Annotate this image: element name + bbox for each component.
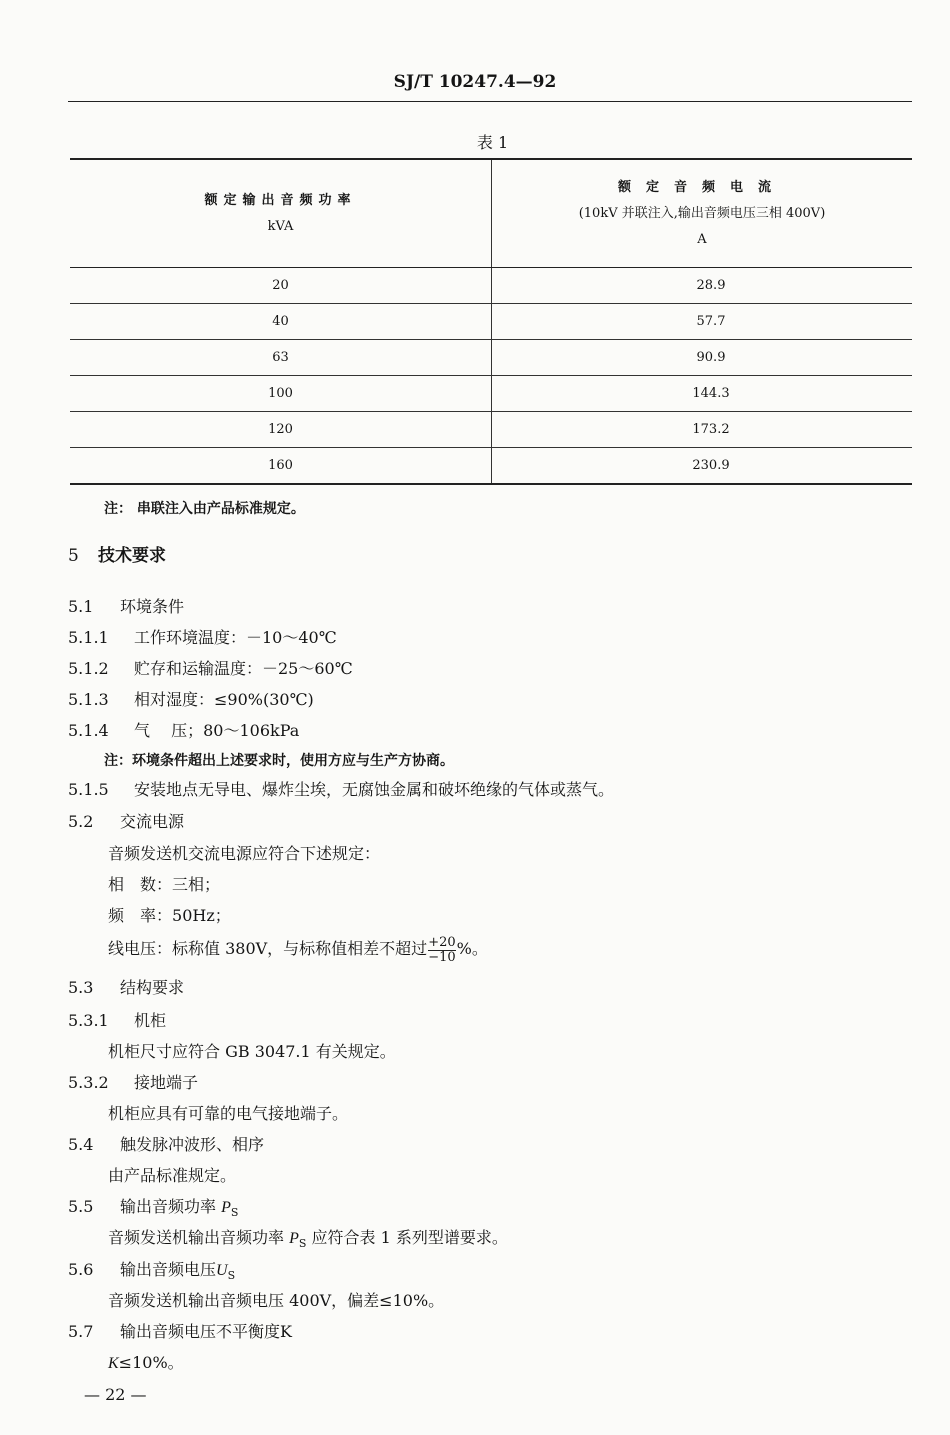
symbol-subscript: S	[230, 1206, 239, 1220]
section-number: 5	[68, 546, 79, 566]
header-power-title: 额定输出音频功率	[204, 192, 357, 208]
clause-5-1-5	[68, 779, 614, 801]
cell-current-value: 230.9	[692, 458, 730, 473]
clause-5-4	[68, 1134, 264, 1156]
clause-5-1	[68, 596, 184, 618]
symbol-subscript: S	[298, 1237, 307, 1251]
rated-current-table	[70, 158, 912, 485]
frequency-label: 频 率	[108, 906, 157, 925]
clause-number: 5.2	[68, 812, 94, 831]
clause-number: 5.1	[68, 597, 94, 616]
clause-number: 5.1.4	[68, 721, 109, 740]
clause-number: 5.3	[68, 978, 94, 997]
clause-5-1-4	[68, 720, 299, 742]
clause-5-3-2	[68, 1072, 198, 1094]
symbol: P	[289, 1230, 299, 1247]
clause-number: 5.1.2	[68, 659, 109, 678]
cell-current	[492, 448, 913, 485]
cell-power: 63	[70, 340, 492, 376]
tolerance-fraction	[428, 936, 455, 964]
header-current-title: 额定音频电流	[617, 179, 786, 195]
cell-current-value: 144.3	[692, 386, 730, 401]
voltage-unit: %。	[456, 939, 488, 958]
clause-5-3-2-body: 机柜应具有可靠的电气接地端子。	[108, 1104, 349, 1123]
clause-5-1-3	[68, 689, 314, 711]
cell-power: 100	[70, 376, 492, 412]
clause-5-2-frequency	[108, 905, 231, 927]
header-current-subtitle: (10kV 并联注入,输出音频电压三相 400V)	[578, 205, 826, 221]
page-number: — 22 —	[84, 1385, 147, 1404]
clause-label: 气 压	[134, 721, 188, 740]
clause-5-6	[68, 1259, 235, 1287]
body-text: ≤10%。	[118, 1353, 184, 1372]
tolerance-plus: +20	[428, 934, 456, 950]
clause-text: 贮存和运输温度：－25～60℃	[134, 659, 353, 678]
cell-current	[492, 412, 913, 448]
voltage-text: 线电压：标称值 380V，与标称值相差不超过	[108, 939, 428, 958]
symbol: U	[216, 1262, 228, 1279]
clause-text: 接地端子	[134, 1073, 199, 1092]
clause-number: 5.1.3	[68, 690, 109, 709]
clause-5-6-body: 音频发送机输出音频电压 400V，偏差≤10%。	[108, 1291, 445, 1310]
body-pre: 音频发送机输出音频功率	[108, 1228, 285, 1247]
cell-power: 20	[70, 268, 492, 304]
cell-power: 160	[70, 448, 492, 485]
cell-current	[492, 376, 913, 412]
table-row	[70, 448, 912, 485]
clause-5-5	[68, 1196, 238, 1224]
frequency-value: ：50Hz；	[156, 906, 231, 925]
body-post: 应符合表 1 系列型谱要求。	[311, 1228, 508, 1247]
symbol: K	[108, 1355, 119, 1372]
clause-5-7-body	[108, 1352, 184, 1375]
cell-current	[492, 340, 913, 376]
cell-current-value: 28.9	[696, 278, 726, 293]
clause-5-4-body: 由产品标准规定。	[108, 1166, 237, 1185]
table-row	[70, 304, 912, 340]
table-row	[70, 268, 912, 304]
clause-5-1-2	[68, 658, 353, 680]
table-row	[70, 340, 912, 376]
table-header-row	[70, 159, 912, 268]
document-header: SJ/T 10247.4—92	[393, 72, 557, 92]
header-rule	[68, 101, 912, 102]
clause-5-7	[68, 1321, 292, 1343]
clause-number: 5.3.1	[68, 1011, 109, 1030]
clause-number: 5.4	[68, 1135, 94, 1154]
table-note: 注： 串联注入由产品标准规定。	[104, 501, 305, 517]
clause-5-2	[68, 811, 184, 833]
clause-5-1-4-note: 注：环境条件超出上述要求时，使用方应与生产方协商。	[104, 753, 454, 769]
clause-value: ；80～106kPa	[187, 721, 300, 740]
cell-power: 120	[70, 412, 492, 448]
header-current-unit: A	[697, 231, 707, 247]
symbol-subscript: S	[227, 1269, 236, 1283]
cell-current-value: 173.2	[692, 422, 730, 437]
header-power-unit: kVA	[267, 218, 294, 234]
clause-text: 环境条件	[120, 597, 185, 616]
clause-5-2-intro: 音频发送机交流电源应符合下述规定：	[108, 844, 381, 863]
section-title: 技术要求	[98, 546, 166, 566]
cell-current-value: 90.9	[696, 350, 726, 365]
header-power	[70, 159, 492, 268]
cell-power: 40	[70, 304, 492, 340]
clause-text: 触发脉冲波形、相序	[120, 1135, 265, 1154]
clause-5-2-voltage	[108, 934, 488, 964]
clause-5-5-body	[108, 1227, 508, 1255]
clause-number: 5.1.5	[68, 780, 109, 799]
cell-current	[492, 268, 913, 304]
cell-current	[492, 304, 913, 340]
clause-5-3-1-body: 机柜尺寸应符合 GB 3047.1 有关规定。	[108, 1042, 396, 1061]
clause-text: 安装地点无导电、爆炸尘埃，无腐蚀金属和破坏绝缘的气体或蒸气。	[134, 780, 615, 799]
table-row	[70, 412, 912, 448]
phase-label: 相 数	[108, 875, 157, 894]
clause-text: 机柜	[134, 1011, 167, 1030]
symbol: P	[221, 1199, 231, 1216]
clause-number: 5.7	[68, 1322, 94, 1341]
clause-5-3-1	[68, 1010, 166, 1032]
tolerance-minus: −10	[428, 949, 456, 965]
table-row	[70, 376, 912, 412]
clause-text: 交流电源	[120, 812, 185, 831]
clause-text: 工作环境温度：－10～40℃	[134, 628, 337, 647]
section-heading	[68, 545, 166, 567]
table-caption: 表 1	[476, 133, 509, 152]
clause-5-3	[68, 977, 184, 999]
header-current	[492, 159, 913, 268]
clause-text: 输出音频功率	[120, 1197, 217, 1216]
clause-number: 5.6	[68, 1260, 94, 1279]
clause-5-1-1	[68, 627, 337, 649]
clause-text: 结构要求	[120, 978, 185, 997]
clause-text: 输出音频电压	[120, 1260, 217, 1279]
phase-value: ：三相；	[156, 875, 221, 894]
clause-5-2-phase	[108, 874, 220, 896]
clause-number: 5.5	[68, 1197, 94, 1216]
cell-current-value: 57.7	[696, 314, 726, 329]
clause-number: 5.1.1	[68, 628, 109, 647]
clause-text: 相对湿度：≤90%(30℃)	[134, 690, 314, 709]
clause-number: 5.3.2	[68, 1073, 109, 1092]
clause-text: 输出音频电压不平衡度K	[120, 1322, 292, 1341]
